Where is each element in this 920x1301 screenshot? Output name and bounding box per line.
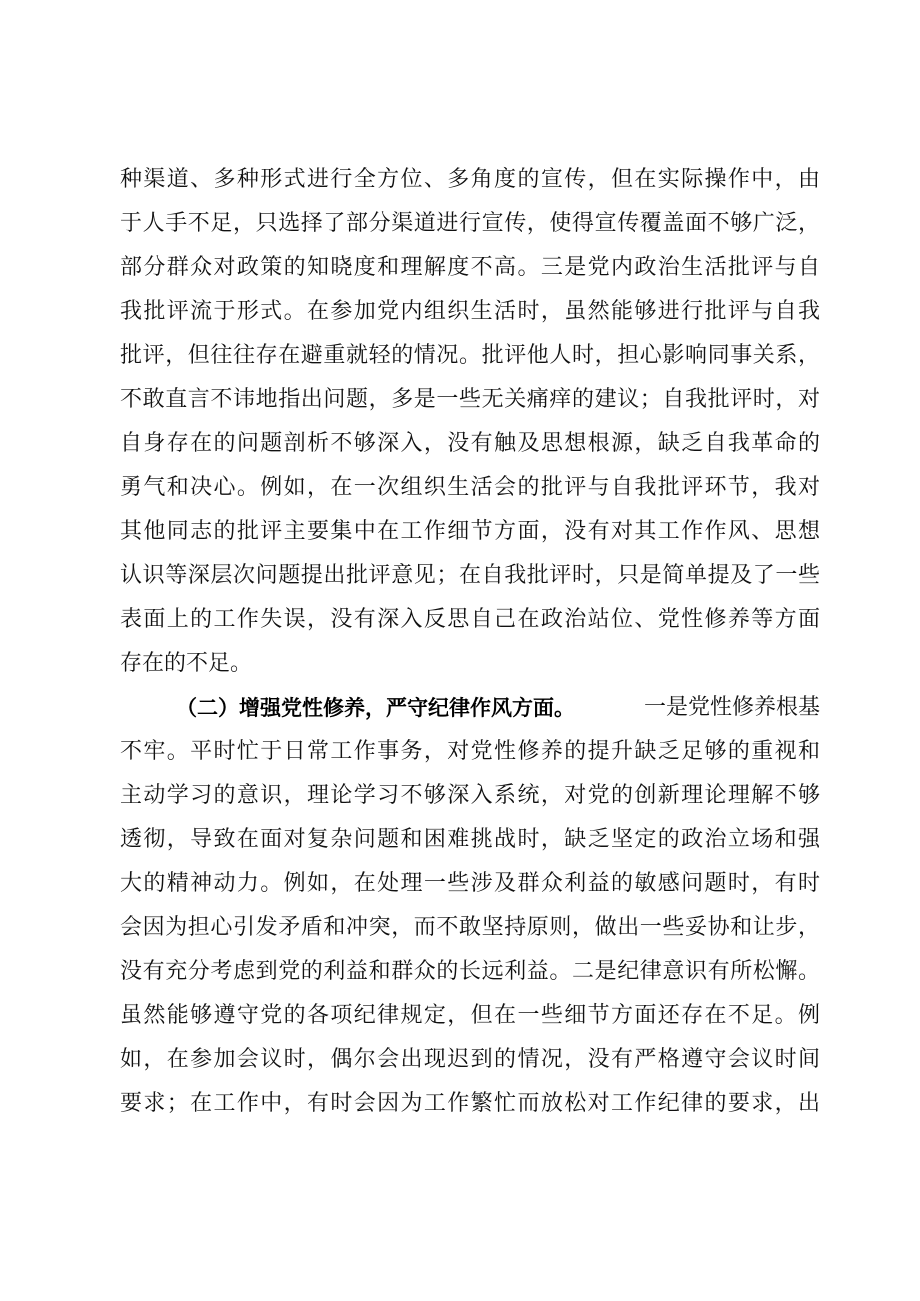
paragraph-line: 不敢直言不讳地指出问题，多是一些无关痛痒的建议；自我批评时，对 (120, 387, 820, 412)
paragraph-line: 部分群众对政策的知晓度和理解度不高。三是党内政治生活批评与自 (120, 255, 820, 280)
section-heading-line (176, 688, 820, 728)
paragraph-line: 主动学习的意识，理论学习不够深入系统，对党的创新理论理解不够 (120, 783, 820, 808)
paragraph-line: 如，在参加会议时，偶尔会出现迟到的情况，没有严格遵守会议时间 (120, 1047, 820, 1072)
paragraph-line: 表面上的工作失误，没有深入反思自己在政治站位、党性修养等方面 (120, 607, 820, 632)
section-heading: （二）增强党性修养，严守纪律作风方面。 (176, 696, 575, 720)
paragraph-line: 认识等深层次问题提出批评意见；在自我批评时，只是简单提及了一些 (120, 563, 820, 588)
paragraph-line: 虽然能够遵守党的各项纪律规定，但在一些细节方面还存在不足。例 (120, 1003, 820, 1028)
paragraph-line: 要求；在工作中，有时会因为工作繁忙而放松对工作纪律的要求，出 (120, 1091, 820, 1116)
section-heading-continuation: 一是党性修养根基 (643, 695, 820, 720)
paragraph-line: 会因为担心引发矛盾和冲突，而不敢坚持原则，做出一些妥协和让步， (120, 915, 820, 940)
paragraph-line: 存在的不足。 (120, 651, 253, 676)
paragraph-line: 没有充分考虑到党的利益和群众的长远利益。二是纪律意识有所松懈。 (120, 959, 820, 984)
paragraph-line: 批评，但往往存在避重就轻的情况。批评他人时，担心影响同事关系， (120, 343, 820, 368)
paragraph-line: 种渠道、多种形式进行全方位、多角度的宣传，但在实际操作中，由 (120, 167, 820, 192)
paragraph-line: 于人手不足，只选择了部分渠道进行宣传，使得宣传覆盖面不够广泛， (120, 211, 820, 236)
paragraph-line: 勇气和决心。例如，在一次组织生活会的批评与自我批评环节，我对 (120, 475, 820, 500)
paragraph-line: 透彻，导致在面对复杂问题和困难挑战时，缺乏坚定的政治立场和强 (120, 827, 820, 852)
paragraph-line: 我批评流于形式。在参加党内组织生活时，虽然能够进行批评与自我 (120, 299, 820, 324)
paragraph-line: 大的精神动力。例如，在处理一些涉及群众利益的敏感问题时，有时 (120, 871, 820, 896)
paragraph-line: 不牢。平时忙于日常工作事务，对党性修养的提升缺乏足够的重视和 (120, 739, 820, 764)
paragraph-line: 自身存在的问题剖析不够深入，没有触及思想根源，缺乏自我革命的 (120, 431, 820, 456)
paragraph-line: 其他同志的批评主要集中在工作细节方面，没有对其工作作风、思想 (120, 519, 820, 544)
